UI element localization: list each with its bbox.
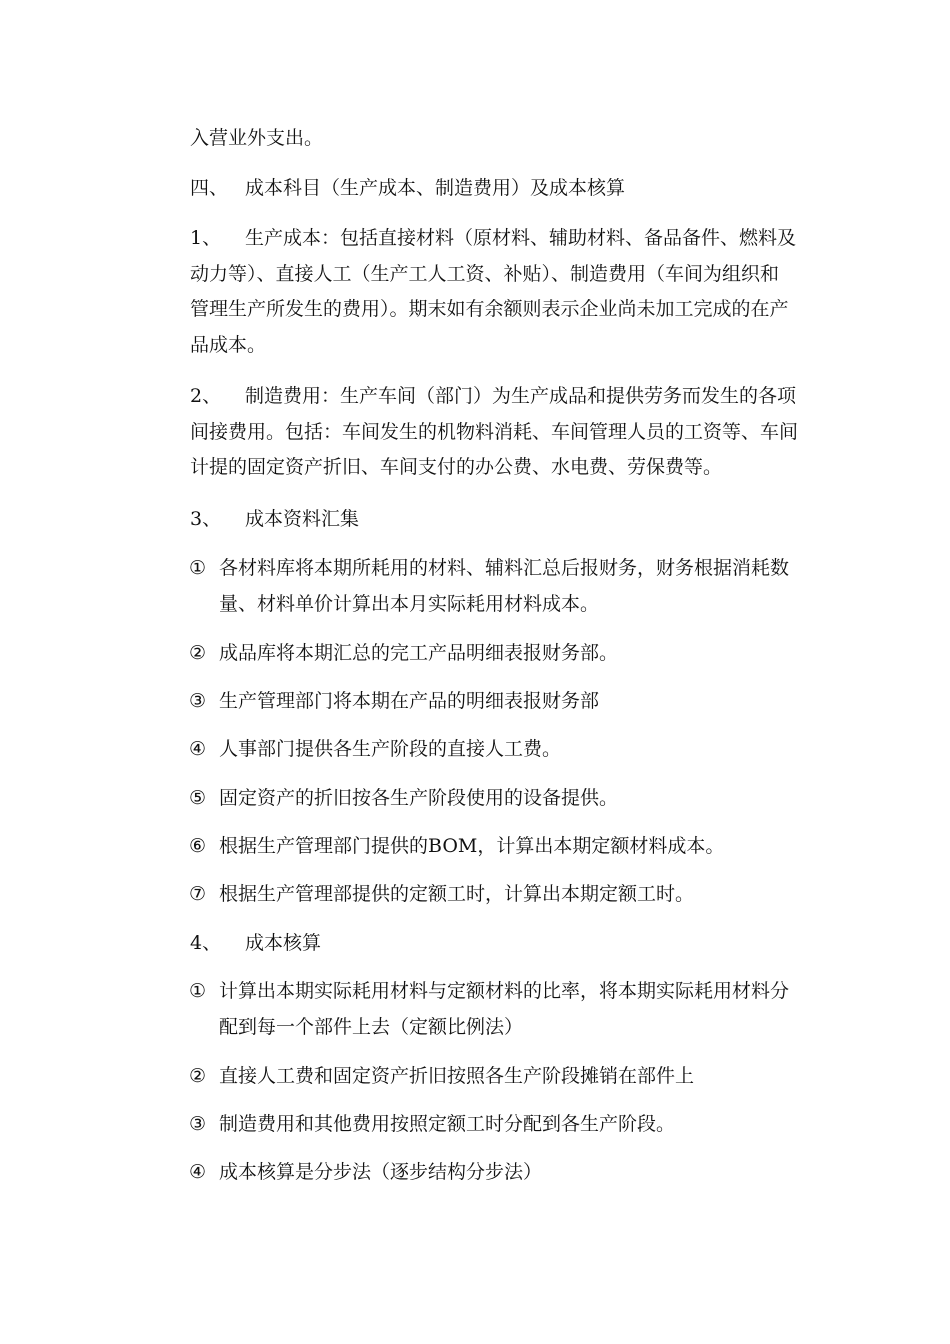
- p3-title: 成本资料汇集: [245, 508, 360, 530]
- p2-line2: 间接费用。包括：车间发生的机物料消耗、车间管理人员的工资等、车间: [190, 421, 799, 443]
- section-4-title: 成本科目（生产成本、制造费用）及成本核算: [245, 177, 626, 199]
- list3-item-line: 量、材料单价计算出本月实际耗用材料成本。: [219, 593, 600, 615]
- list3-item-line: 固定资产的折旧按各生产阶段使用的设备提供。: [219, 787, 619, 809]
- list4-marker: ④: [189, 1161, 207, 1183]
- list4-marker: ②: [189, 1065, 207, 1087]
- p1-line1: 生产成本：包括直接材料（原材料、辅助材料、备品备件、燃料及: [245, 227, 797, 249]
- p4-title: 成本核算: [245, 932, 322, 954]
- list3-item-line: 成品库将本期汇总的完工产品明细表报财务部。: [219, 642, 619, 664]
- list3-marker: ⑤: [189, 787, 207, 809]
- p2-line3: 计提的固定资产折旧、车间支付的办公费、水电费、劳保费等。: [190, 456, 723, 478]
- list3-marker: ⑥: [189, 835, 207, 857]
- p3-label: 3、: [190, 508, 222, 530]
- list4-item-line: 成本核算是分步法（逐步结构分步法）: [219, 1161, 543, 1183]
- list3-marker: ⑦: [189, 883, 207, 905]
- list3-item-line: 生产管理部门将本期在产品的明细表报财务部: [219, 690, 600, 712]
- p2-label: 2、: [190, 385, 222, 407]
- list3-marker: ①: [189, 557, 207, 579]
- list4-item-line: 配到每一个部件上去（定额比例法）: [219, 1016, 524, 1038]
- section-4-label: 四、: [190, 177, 229, 199]
- list4-marker: ①: [189, 980, 207, 1002]
- list3-marker: ③: [189, 690, 207, 712]
- list4-item-line: 计算出本期实际耗用材料与定额材料的比率，将本期实际耗用材料分: [219, 980, 790, 1002]
- p1-label: 1、: [190, 227, 222, 249]
- list3-item-line: 根据生产管理部提供的定额工时，计算出本期定额工时。: [219, 883, 695, 905]
- list3-item-line: 人事部门提供各生产阶段的直接人工费。: [219, 738, 562, 760]
- p4-label: 4、: [190, 932, 222, 954]
- list3-item-line: 根据生产管理部门提供的BOM，计算出本期定额材料成本。: [219, 835, 725, 857]
- intro-line: 入营业外支出。: [190, 127, 324, 149]
- list4-item-line: 直接人工费和固定资产折旧按照各生产阶段摊销在部件上: [219, 1065, 695, 1087]
- p2-line1: 制造费用：生产车间（部门）为生产成品和提供劳务而发生的各项: [245, 385, 797, 407]
- list3-item-line: 各材料库将本期所耗用的材料、辅料汇总后报财务，财务根据消耗数: [219, 557, 790, 579]
- list3-marker: ②: [189, 642, 207, 664]
- list4-marker: ③: [189, 1113, 207, 1135]
- p1-line3: 管理生产所发生的费用）。期末如有余额则表示企业尚未加工完成的在产: [190, 298, 789, 320]
- p1-line2: 动力等）、直接人工（生产工人工资、补贴）、制造费用（车间为组织和: [190, 263, 780, 285]
- list3-marker: ④: [189, 738, 207, 760]
- p1-line4: 品成本。: [190, 334, 267, 356]
- list4-item-line: 制造费用和其他费用按照定额工时分配到各生产阶段。: [219, 1113, 676, 1135]
